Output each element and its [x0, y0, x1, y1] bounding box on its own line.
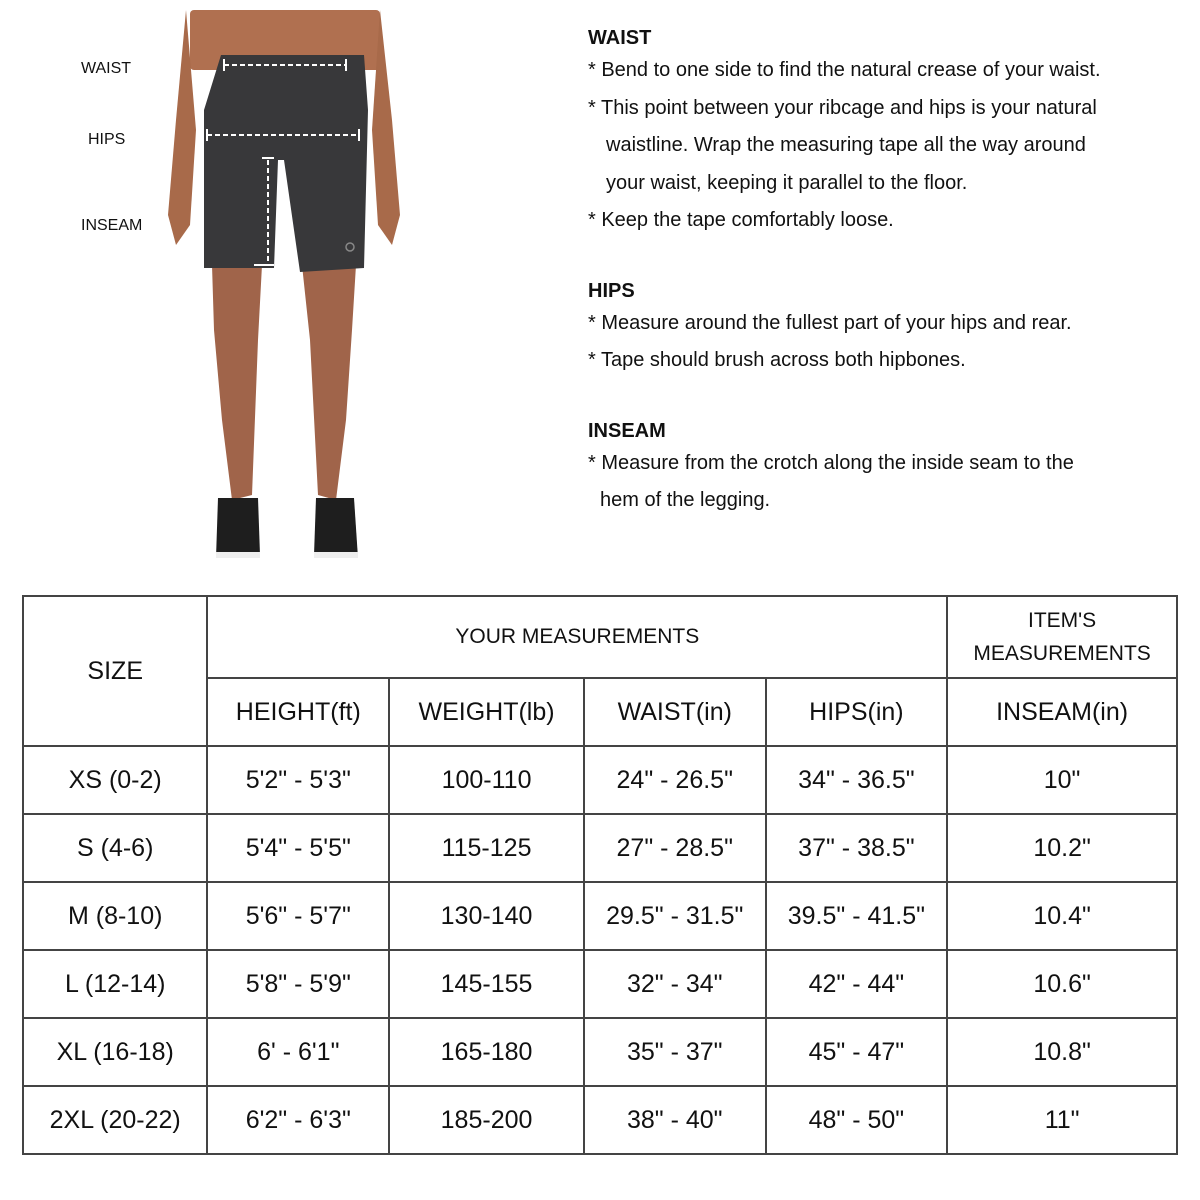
waist-bullet-cont: waistline. Wrap the measuring tape all the way around — [606, 134, 1086, 156]
right-shoe — [314, 498, 358, 558]
weight-cell: 145-155 — [389, 950, 584, 1018]
table-row — [23, 814, 1177, 882]
height-cell: 5'6" - 5'7" — [207, 882, 389, 950]
hips-cell: 45" - 47" — [766, 1018, 948, 1086]
waist-bullet: * Bend to one side to find the natural crease of your waist. — [588, 59, 1101, 81]
table-row — [23, 882, 1177, 950]
model-figure — [0, 0, 560, 575]
inseam-cell: 10.8" — [947, 1018, 1177, 1086]
inseam-cell: 10" — [947, 746, 1177, 814]
height-cell: 5'8" - 5'9" — [207, 950, 389, 1018]
hips-heading: HIPS — [588, 279, 635, 302]
weight-cell: 100-110 — [389, 746, 584, 814]
inseam-cell: 10.6" — [947, 950, 1177, 1018]
table-row — [23, 1018, 1177, 1086]
inseam-label: INSEAM — [81, 217, 143, 234]
waist-bullet: * Keep the tape comfortably loose. — [588, 209, 894, 231]
waist-cell: 32" - 34" — [584, 950, 766, 1018]
hips-bullet: * Tape should brush across both hipbones. — [588, 349, 966, 371]
size-cell: S (4-6) — [23, 814, 207, 882]
your-measurements-header: YOUR MEASUREMENTS — [207, 596, 947, 678]
size-cell: M (8-10) — [23, 882, 207, 950]
table-row — [23, 950, 1177, 1018]
waist-cell: 29.5" - 31.5" — [584, 882, 766, 950]
model-illustration — [0, 0, 560, 575]
waist-label: WAIST — [81, 60, 132, 77]
size-cell: 2XL (20-22) — [23, 1086, 207, 1154]
height-cell: 6'2" - 6'3" — [207, 1086, 389, 1154]
height-cell: 6' - 6'1" — [207, 1018, 389, 1086]
hips-cell: 37" - 38.5" — [766, 814, 948, 882]
shorts — [204, 55, 368, 272]
weight-cell: 165-180 — [389, 1018, 584, 1086]
hips-cell: 34" - 36.5" — [766, 746, 948, 814]
left-shoe — [216, 498, 260, 558]
inseam-cell: 10.2" — [947, 814, 1177, 882]
size-cell: XS (0-2) — [23, 746, 207, 814]
height-cell: 5'2" - 5'3" — [207, 746, 389, 814]
waist-bullet: * This point between your ribcage and hips is your natural — [588, 96, 1097, 119]
waist-cell: 24" - 26.5" — [584, 746, 766, 814]
right-leg — [302, 265, 356, 500]
measuring-guide — [588, 24, 1188, 520]
hips-cell: 48" - 50" — [766, 1086, 948, 1154]
inseam-heading: INSEAM — [588, 419, 666, 442]
hips-bullet: * Measure around the fullest part of your hips and rear. — [588, 311, 1072, 334]
hips-label: HIPS — [88, 131, 126, 148]
column-header-hips: HIPS(in) — [766, 678, 948, 746]
height-cell: 5'4" - 5'5" — [207, 814, 389, 882]
waist-cell: 38" - 40" — [584, 1086, 766, 1154]
inseam-bullet-cont: hem of the legging. — [600, 489, 771, 511]
left-leg — [212, 265, 262, 500]
item-measurements-header: ITEM'S MEASUREMENTS — [947, 596, 1177, 678]
weight-cell: 185-200 — [389, 1086, 584, 1154]
column-header-inseam: INSEAM(in) — [947, 678, 1177, 746]
table-row — [23, 1086, 1177, 1154]
waist-heading: WAIST — [588, 27, 652, 49]
inseam-cell: 10.4" — [947, 882, 1177, 950]
table-row — [23, 746, 1177, 814]
waist-cell: 35" - 37" — [584, 1018, 766, 1086]
column-header-waist: WAIST(in) — [584, 678, 766, 746]
column-header-weight: WEIGHT(lb) — [389, 678, 584, 746]
weight-cell: 130-140 — [389, 882, 584, 950]
inseam-bullet: * Measure from the crotch along the inside seam to the — [588, 451, 1074, 474]
size-header: SIZE — [23, 596, 207, 746]
waist-bullet-cont: your waist, keeping it parallel to the floor. — [606, 171, 968, 194]
size-cell: XL (16-18) — [23, 1018, 207, 1086]
size-cell: L (12-14) — [23, 950, 207, 1018]
weight-cell: 115-125 — [389, 814, 584, 882]
waist-cell: 27" - 28.5" — [584, 814, 766, 882]
size-chart-table — [22, 595, 1178, 1155]
column-header-height: HEIGHT(ft) — [207, 678, 389, 746]
inseam-cell: 11" — [947, 1086, 1177, 1154]
hips-cell: 42" - 44" — [766, 950, 948, 1018]
hips-cell: 39.5" - 41.5" — [766, 882, 948, 950]
table-header-row — [23, 596, 1177, 678]
